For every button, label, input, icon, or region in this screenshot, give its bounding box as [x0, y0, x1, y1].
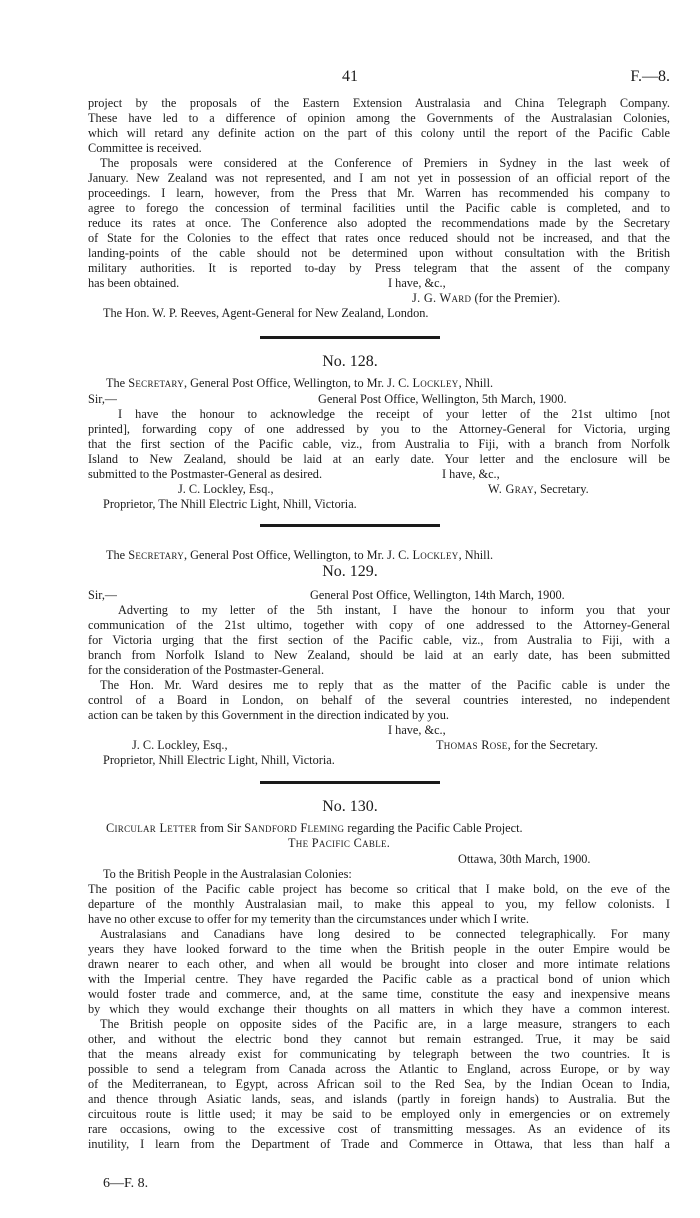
- body-line: for the consideration of the Postmaster-General.: [88, 663, 325, 677]
- body-line: printed], forwarding copy of one addressed by you to the Attorney-General for Victoria, urging: [88, 422, 670, 436]
- section-divider: [260, 524, 440, 527]
- recipient: J. C. Lockley, Esq.,: [132, 738, 228, 752]
- body-line: possible to send a telegram from Canada across the Atlantic to England, across Europe, or by way: [88, 1062, 670, 1076]
- salutation: Sir,—: [88, 588, 118, 602]
- body-line: Island to New Zealand, should be laid at an early date. Your letter and the enclosure will be: [88, 452, 670, 466]
- body-line: control of a Board in London, on behalf of the several countries interested, no independent: [88, 693, 670, 707]
- body-line: branch from Norfolk Island to New Zealand, should be laid at an early date, has been submitted: [88, 648, 670, 662]
- salutation: Sir,—: [88, 392, 118, 406]
- section-divider: [260, 336, 440, 339]
- intro-line: The proposals were considered at the Conference of Premiers in Sydney in the last week of: [100, 156, 670, 170]
- addressee: The Hon. W. P. Reeves, Agent-General for New Zealand, London.: [103, 306, 429, 320]
- place-date: General Post Office, Wellington, 14th March, 1900.: [310, 588, 565, 602]
- body-line: I have the honour to acknowledge the receipt of your letter of the 21st ultimo [not: [118, 407, 670, 421]
- place-date: General Post Office, Wellington, 5th March, 1900.: [318, 392, 567, 406]
- signature: Thomas Rose, for the Secretary.: [436, 738, 598, 752]
- signature: J. G. Ward (for the Premier).: [412, 291, 561, 305]
- page-number: 41: [342, 68, 358, 85]
- body-line: communication of the 21st ultimo, together with copy of one addressed to the Attorney-General: [88, 618, 670, 632]
- body-line: action can be taken by this Government in the direction indicated by you.: [88, 708, 449, 722]
- intro-line: proceedings. I learn, however, from the Press that Mr. Warren has recommended his company to: [88, 186, 670, 200]
- body-line: inutility, I learn from the Department of Trade and Commerce in Ottawa, that less than half a: [88, 1137, 670, 1151]
- intro-line: January. New Zealand was not represented, and I am not yet in possession of an official report of the: [88, 171, 670, 185]
- body-line: circuitous route is little used; it may be said to be employed only in emergencies or on extremely: [88, 1107, 670, 1121]
- letter-heading: The Secretary, General Post Office, Wellington, to Mr. J. C. Lockley, Nhill.: [106, 548, 494, 562]
- intro-line: of State for the Colonies to the effect that rates once reduced should not be increased, and that the: [88, 231, 670, 245]
- subheading: The Pacific Cable.: [288, 836, 391, 850]
- intro-line: agree to forego the concession of terminal facilities until the Pacific cable is completed, and to: [88, 201, 670, 215]
- recipient: J. C. Lockley, Esq.,: [178, 482, 274, 496]
- document-reference: F.—8.: [630, 68, 670, 85]
- letter-heading: Circular Letter from Sir Sandford Fleming regarding the Pacific Cable Project.: [106, 821, 523, 835]
- salutation: To the British People in the Australasian Colonies:: [103, 867, 352, 881]
- signature: W. Gray, Secretary.: [488, 482, 589, 496]
- body-line: The position of the Pacific cable project has become so critical that I make bold, on the eve of the: [88, 882, 670, 896]
- body-line: years they have looked forward to the time when the British people in the outer Empire would be: [88, 942, 670, 956]
- sign-off: I have, &c.,: [388, 276, 446, 290]
- intro-line: reduce its rates at once. The Conference also adopted the recommendations made by the Secretary: [88, 216, 670, 230]
- place-date: Ottawa, 30th March, 1900.: [458, 852, 591, 866]
- letter-number: No. 130.: [322, 798, 378, 815]
- letter-number: No. 128.: [322, 353, 378, 370]
- body-line: submitted to the Postmaster-General as desired.: [88, 467, 323, 481]
- intro-line: military authorities. It is reported to-day by Press telegram that the assent of the company: [88, 261, 670, 275]
- intro-line: landing-points of the cable should not be determined upon without consultation with the British: [88, 246, 670, 260]
- body-line: rare occasions, owing to the excessive cost of transmitting messages. As an evidence of its: [88, 1122, 670, 1136]
- letter-heading: The Secretary, General Post Office, Wellington, to Mr. J. C. Lockley, Nhill.: [106, 376, 494, 390]
- body-line: The Hon. Mr. Ward desires me to reply that as the matter of the Pacific cable is under the: [100, 678, 670, 692]
- signature-mark: 6—F. 8.: [103, 1176, 149, 1191]
- body-line: have no other excuse to offer for my temerity than the circumstances under which I write.: [88, 912, 529, 926]
- body-line: that the means already exist for communicating by telegraph between the two countries. It is: [88, 1047, 670, 1061]
- body-line: departure of the monthly Australasian mail, to make this appeal to you, my fellow colonists. I: [88, 897, 670, 911]
- intro-line: These have led to a difference of opinion among the Governments of the Australasian Colonies,: [88, 111, 670, 125]
- intro-line: Committee is received.: [88, 141, 202, 155]
- body-line: drawn nearer to each other, and when all would be brought into closer and more intimate relations: [88, 957, 670, 971]
- body-line: other, and without the electric bond they cannot but remain estranged. True, it may be said: [88, 1032, 670, 1046]
- body-line: for Victoria urging that the first section of the Pacific cable, viz., from Australia to Fiji, with a: [88, 633, 670, 647]
- body-line: Adverting to my letter of the 5th instant, I have the honour to inform you that your: [118, 603, 670, 617]
- body-line: of the Mediterranean, to Egypt, across African soil to the Red Sea, by the Indian Ocean to India,: [88, 1077, 670, 1091]
- body-line: and thence through Asiatic lands, seas, and islands (partly in foreign hands) to Australia. But the: [88, 1092, 670, 1106]
- letter-number: No. 129.: [322, 563, 378, 580]
- body-line: with the Imperial centre. They have regarded the Pacific cable as a practical bond of union which: [88, 972, 670, 986]
- body-line: Australasians and Canadians have long desired to be connected telegraphically. For many: [100, 927, 670, 941]
- recipient-address: Proprietor, The Nhill Electric Light, Nhill, Victoria.: [103, 497, 357, 511]
- body-line: by which they would exchange their thoughts on all matters in which they have a common interest.: [88, 1002, 670, 1016]
- body-line: that the first section of the Pacific cable, viz., from Australia to Fiji, with a branch from Norfolk: [88, 437, 670, 451]
- intro-line: project by the proposals of the Eastern Extension Australasia and China Telegraph Company.: [88, 96, 670, 110]
- sign-off: I have, &c.,: [388, 723, 446, 737]
- sign-off: I have, &c.,: [442, 467, 500, 481]
- section-divider: [260, 781, 440, 784]
- intro-line: has been obtained.: [88, 276, 180, 290]
- intro-line: which will retard any definite action on the part of this colony until the report of the Pacific Cable: [88, 126, 670, 140]
- body-line: would foster trade and commerce, and, at the same time, constitute the easy and inexpensive means: [88, 987, 670, 1001]
- recipient-address: Proprietor, Nhill Electric Light, Nhill, Victoria.: [103, 753, 335, 767]
- body-line: The British people on opposite sides of the Pacific are, in a large measure, strangers to each: [100, 1017, 670, 1031]
